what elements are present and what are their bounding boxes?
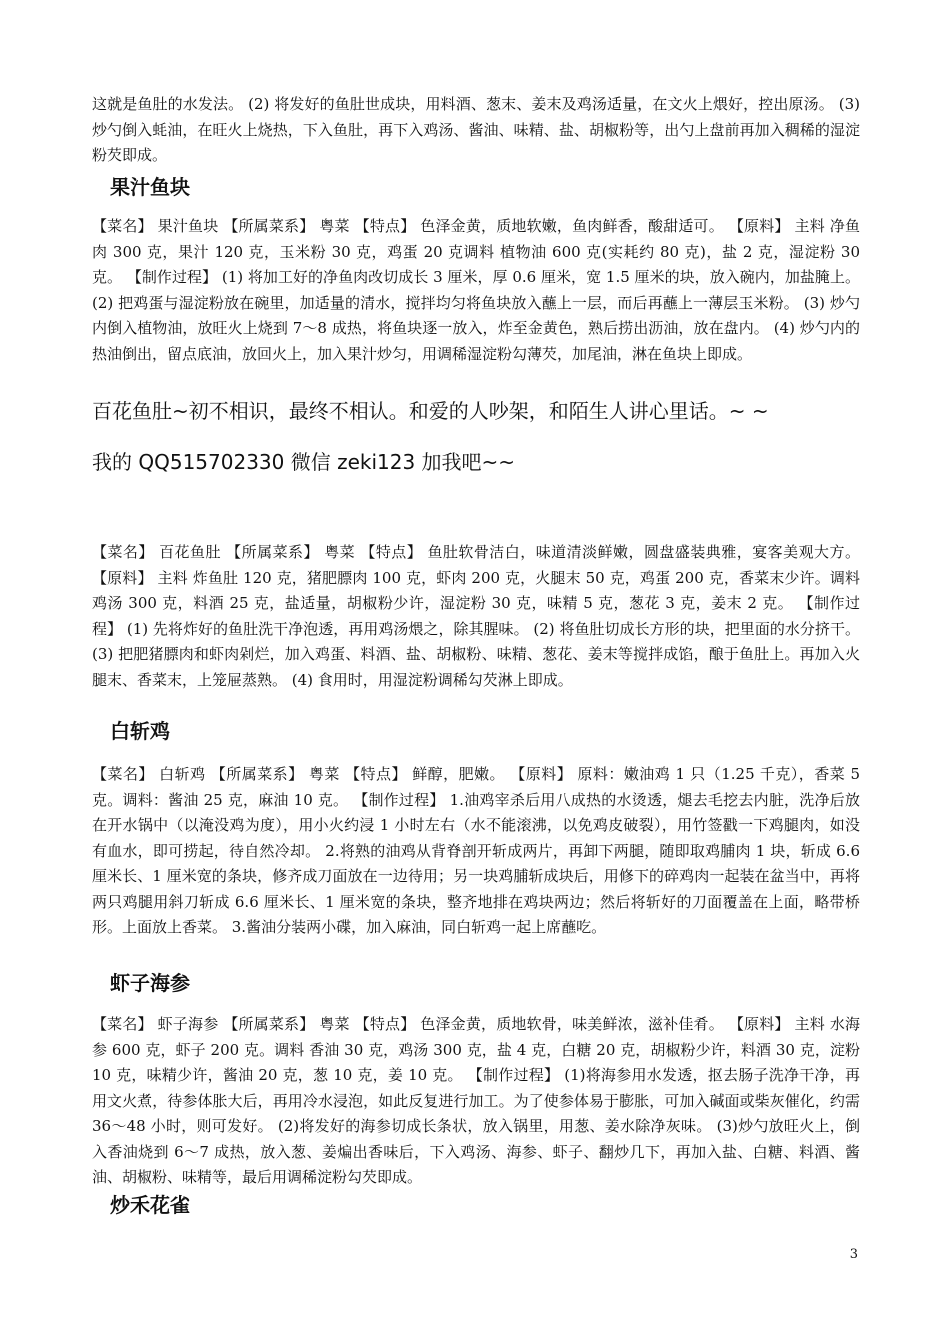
promo-line-2: 我的 QQ515702330 微信 zeki123 加我吧~~	[92, 450, 516, 474]
recipe-body-xiazi-haishen: 【菜名】 虾子海参 【所属菜系】 粤菜 【特点】 色泽金黄，质地软骨，味美鲜浓，滋补佳肴。 【原料】 主料 水海参 600 克，虾子 200 克。调料 香油 30 克，鸡汤 300 克，盐 4 克，白糖 20 克，胡椒粉少许，料酒 30 克，淀粉 10 克，味精少许，酱油 20 克，葱 10 克，姜 10 克。 【制作过程】 (1)将海参用水发透，抠去肠子洗净干净，再用文火煮，待参体胀大后，再用冷水浸泡，如此反复进行加工。为了使参体易于膨胀，可加入碱面或柴灰催化，约需 36～48 小时，则可发好。 (2)将发好的海参切成长条状，放入锅里，用葱、姜水除净灰味。 (3)炒勺放旺火上，倒入香油烧到 6～7 成热，放入葱、姜煸出香味后，下入鸡汤、海参、虾子、翻炒几下，再加入盐、白糖、料酒、酱油、胡椒粉、味精等，最后用调稀淀粉勾芡即成。	[92, 1015, 860, 1186]
intro-paragraph: 这就是鱼肚的水发法。 (2) 将发好的鱼肚世成块，用料酒、葱末、姜末及鸡汤适量，在文火上煨好，控出原汤。 (3) 炒勺倒入蚝油，在旺火上烧热，下入鱼肚，再下入鸡汤、酱油、味精、盐、胡椒粉等，出勺上盘前再加入稠稀的湿淀粉芡即成。	[92, 95, 860, 164]
promo-line-1: 百花鱼肚~初不相识，最终不相认。和爱的人吵架，和陌生人讲心里话。~ ~	[92, 399, 769, 423]
recipe-body-baizhan-ji: 【菜名】 白斩鸡 【所属菜系】 粤菜 【特点】 鲜醇，肥嫩。 【原料】 原料：嫩油鸡 1 只（1.25 千克），香菜 5 克。调料：酱油 25 克，麻油 10 克。 【制作过程】 1.油鸡宰杀后用八成热的水烫透，煺去毛挖去内脏，洗净后放在开水锅中（以淹没鸡为度），用小火约浸 1 小时左右（水不能滚沸，以免鸡皮破裂），用竹签戳一下鸡腿肉，如没有血水，即可捞起，待自然冷却。 2.将熟的油鸡从背脊剖开斩成两片，再卸下两腿，随即取鸡脯肉 1 块，斩成 6.6 厘米长、1 厘米宽的条块，修齐成刀面放在一边待用；另一块鸡脯斩成块后，用修下的碎鸡肉一起装在盆当中，再将两只鸡腿用斜刀斩成 6.6 厘米长、1 厘米宽的条块，整齐地排在鸡块两边；然后将斩好的刀面覆盖在上面，略带桥形。上面放上香菜。 3.酱油分装两小碟，加入麻油，同白斩鸡一起上席蘸吃。	[92, 765, 860, 936]
recipe-title-chao-hehuaque: 炒禾花雀	[110, 1193, 190, 1217]
page-number: 3	[849, 1247, 858, 1262]
recipe-title-baizhan-ji: 白斩鸡	[110, 719, 170, 743]
recipe-title-xiazi-haishen: 虾子海参	[110, 971, 190, 995]
recipe-title-guozhi-yukuai: 果汁鱼块	[110, 175, 190, 199]
recipe-body-baihua-yudu: 【菜名】 百花鱼肚 【所属菜系】 粤菜 【特点】 鱼肚软骨洁白，味道清淡鲜嫩，圆盘盛装典雅，宴客美观大方。 【原料】 主料 炸鱼肚 120 克，猪肥膘肉 100 克，虾肉 200 克，火腿末 50 克，鸡蛋 200 克，香菜末少许。调料 鸡汤 300 克，料酒 25 克，盐适量，胡椒粉少许，湿淀粉 30 克，味精 5 克，葱花 3 克，姜末 2 克。 【制作过程】 (1) 先将炸好的鱼肚洗干净泡透，再用鸡汤煨之，除其腥味。 (2) 将鱼肚切成长方形的块，把里面的水分挤干。 (3) 把肥猪膘肉和虾肉剁烂，加入鸡蛋、料酒、盐、胡椒粉、味精、葱花、姜末等搅拌成馅，酿于鱼肚上。再加入火腿末、香菜末，上笼屉蒸熟。 (4) 食用时，用湿淀粉调稀勾芡淋上即成。	[92, 543, 860, 689]
recipe-body-guozhi-yukuai: 【菜名】 果汁鱼块 【所属菜系】 粤菜 【特点】 色泽金黄，质地软嫩，鱼肉鲜香，酸甜适可。 【原料】 主料 净鱼肉 300 克，果汁 120 克，玉米粉 30 克，鸡蛋 20 克调料 植物油 600 克(实耗约 80 克)，盐 2 克，湿淀粉 30 克。 【制作过程】 (1) 将加工好的净鱼肉改切成长 3 厘米，厚 0.6 厘米，宽 1.5 厘米的块，放入碗内，加盐腌上。 (2) 把鸡蛋与湿淀粉放在碗里，加适量的清水，搅拌均匀将鱼块放入蘸上一层，而后再蘸上一薄层玉米粉。 (3) 炒勺内倒入植物油，放旺火上烧到 7～8 成热，将鱼块逐一放入，炸至金黄色，熟后捞出沥油，放在盘内。 (4) 炒勺内的热油倒出，留点底油，放回火上，加入果汁炒匀，用调稀湿淀粉勾薄芡，加尾油，淋在鱼块上即成。	[92, 217, 860, 363]
